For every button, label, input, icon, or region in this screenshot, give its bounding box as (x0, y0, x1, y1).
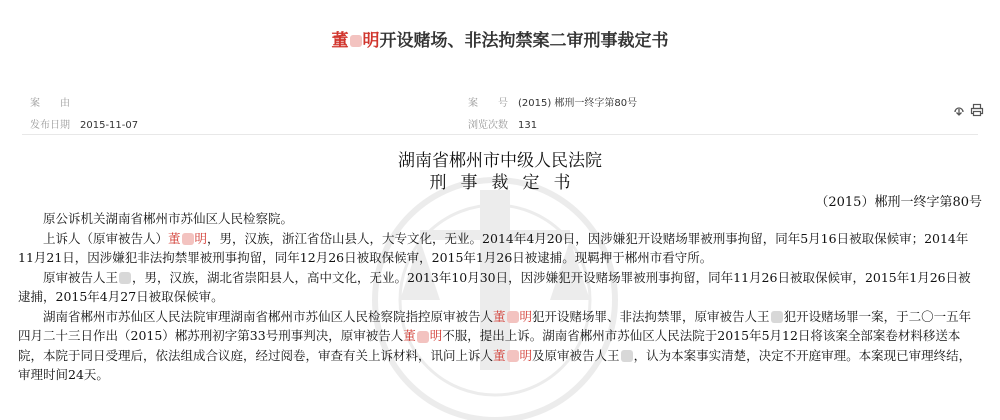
redaction-mark (507, 350, 519, 362)
redaction-mark (350, 35, 362, 47)
redaction-mark (182, 233, 194, 245)
meta-cause: 案 由 (30, 98, 70, 109)
redacted-name: 董 (403, 328, 416, 343)
title-text: 开设赌场、非法拘禁案二审刑事裁定书 (379, 31, 669, 51)
redacted-name: 董 (493, 308, 506, 324)
redaction-mark (771, 311, 783, 323)
redaction-mark (621, 350, 633, 362)
redacted-name: 明 (429, 328, 443, 343)
case-number: （2015）郴刑一终字第80号 (815, 195, 982, 210)
download-icon[interactable] (952, 103, 966, 117)
paragraph-prosecutor: 原公诉机关湖南省郴州市苏仙区人民检察院。 (43, 211, 294, 226)
paragraph-procedure: 湖南省郴州市苏仙区人民法院审理湖南省郴州市苏仙区人民检察院指控原审被告人董 明犯开设赌场罪、非法拘禁罪，原审被告人王 犯开设赌场罪一案，于二〇一五年四月二十三日作出（2015）郴苏刑初字第33号刑事判决，原审被告人董 明不服，提出上诉。湖南省郴州市苏仙区人民法院于2015年5月12日将该案全部案卷材料移送本院，本院于同日受理后，依法组成合议庭，经过阅卷，审查有关上诉材料，讯问上诉人董 明及原审被告人王 ，认为本案事实清楚，决定不开庭审理。本案现已审理终结，审理时间24天。 (18, 308, 972, 382)
redacted-name: 明 (194, 230, 208, 246)
title-name-surname: 董 (331, 31, 349, 51)
redaction-mark (507, 311, 519, 323)
print-icon[interactable] (970, 103, 984, 117)
meta-view-count: 浏览次数 131 (468, 120, 538, 131)
redaction-mark (119, 272, 131, 284)
paragraph-appellant: 上诉人（原审被告人）董 明，男，汉族，浙江省岱山县人，大专文化，无业。2014年4月20日，因涉嫌犯开设赌场罪被刑事拘留，同年5月16日被取保候审；2014年11月21日，因涉嫌犯非法拘禁罪被刑事拘留，同年12月26日被取保候审，2015年1月26日被逮捕。现羁押于郴州市看守所。 (18, 230, 969, 265)
redacted-name: 明 (519, 347, 533, 363)
redacted-name: 董 (493, 347, 506, 363)
court-name: 湖南省郴州市中级人民法院 (398, 151, 602, 171)
redacted-name: 董 (168, 230, 181, 246)
header-divider (22, 134, 978, 135)
document-type: 刑事裁定书 (429, 173, 585, 193)
document-title (0, 26, 1000, 51)
title-name-given: 明 (362, 31, 380, 51)
paragraph-co-defendant: 原审被告人王 ，男，汉族，湖北省崇阳县人，高中文化，无业。2013年10月30日，因涉嫌犯开设赌场罪被刑事拘留，同年11月26日被取保候审，2015年1月26日被逮捕，2015年4月27日被取保候审。 (18, 269, 971, 304)
meta-case-number: 案 号 (2015) 郴刑一终字第80号 (468, 98, 638, 109)
redacted-name: 明 (519, 308, 533, 324)
redaction-mark (417, 331, 429, 343)
meta-publish-date: 发布日期 2015-11-07 (30, 120, 139, 131)
document-body (18, 209, 982, 385)
